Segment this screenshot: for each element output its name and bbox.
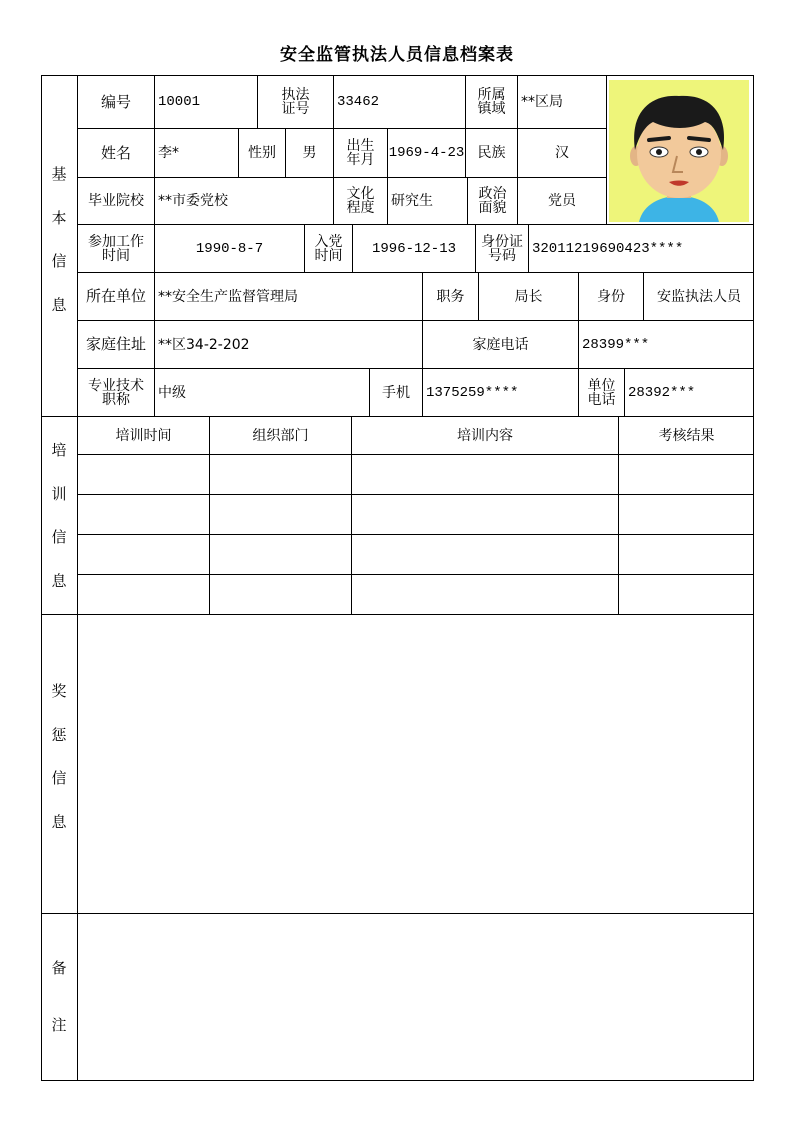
section-char: 培 [51, 441, 67, 459]
label-birth-line2: 年月 [346, 152, 375, 168]
section-char: 备 [51, 959, 67, 977]
value-home-phone: 28399*** [582, 336, 650, 353]
label-town [466, 76, 517, 128]
label-unit-phone-line2: 电话 [587, 391, 616, 408]
section-training-info [41, 439, 77, 591]
section-char: 注 [51, 1016, 67, 1034]
label-political [468, 178, 517, 224]
label-license-line1: 执法 [281, 87, 310, 103]
training-row[interactable] [78, 535, 754, 574]
label-unit-phone [579, 369, 624, 416]
value-address: **区34-2-202 [158, 336, 250, 353]
label-work-line1: 参加工作 [88, 233, 144, 250]
label-school: 毕业院校 [88, 193, 144, 209]
label-party-line1: 入党 [314, 233, 343, 250]
section-char: 本 [51, 208, 67, 227]
avatar-portrait-icon [609, 80, 749, 222]
label-title-line2: 职称 [102, 391, 130, 408]
label-post: 职务 [436, 288, 465, 305]
label-unit-phone-line1: 单位 [587, 377, 616, 394]
label-license-line2: 证号 [281, 101, 310, 117]
section-char: 信 [51, 769, 67, 788]
value-license: 33462 [337, 94, 380, 110]
label-party-line2: 时间 [314, 247, 343, 264]
form-title: 安全监管执法人员信息档案表 [280, 45, 514, 65]
value-unit-phone: 28392*** [628, 384, 696, 401]
label-mobile: 手机 [382, 384, 410, 401]
remarks-area[interactable] [78, 914, 754, 1080]
value-political: 党员 [548, 193, 576, 209]
section-char: 训 [51, 484, 67, 503]
section-char: 息 [51, 812, 67, 831]
value-name: 李* [158, 145, 179, 161]
label-gender: 性别 [248, 145, 276, 161]
label-edu-line2: 程度 [346, 200, 375, 216]
value-birth: 1969-4-23 [388, 145, 465, 161]
value-mobile: 1375259**** [426, 384, 519, 401]
label-title-line1: 专业技术 [88, 377, 144, 394]
label-town-line2: 镇域 [477, 101, 506, 117]
value-identity: 安监执法人员 [657, 288, 741, 305]
value-school: **市委党校 [158, 193, 228, 209]
section-reward-info [41, 680, 77, 832]
label-idcard [476, 225, 528, 272]
training-row[interactable] [78, 455, 754, 494]
label-work-line2: 时间 [102, 247, 130, 264]
value-town: **区局 [521, 94, 563, 110]
training-header-time: 培训时间 [115, 427, 172, 444]
section-char: 信 [51, 528, 67, 547]
label-identity: 身份 [597, 288, 625, 305]
section-char: 奖 [51, 682, 67, 700]
value-tech-title: 中级 [158, 384, 186, 401]
value-education: 研究生 [391, 193, 433, 209]
section-basic-info [41, 163, 77, 315]
training-row[interactable] [78, 575, 754, 614]
training-header-department: 组织部门 [252, 427, 309, 444]
label-ethnic: 民族 [477, 145, 506, 161]
label-education [334, 178, 387, 224]
section-char: 息 [51, 295, 67, 314]
label-id: 编号 [100, 92, 131, 111]
label-license [258, 76, 333, 128]
label-town-line1: 所属 [477, 87, 506, 103]
label-idcard-line2: 号码 [488, 247, 516, 264]
label-birth [334, 129, 387, 177]
label-idcard-line1: 身份证 [481, 233, 523, 250]
section-char: 基 [51, 165, 67, 183]
label-name: 姓名 [100, 143, 131, 162]
value-id: 10001 [158, 94, 201, 110]
label-political-line1: 政治 [478, 186, 507, 202]
label-unit: 所在单位 [85, 287, 146, 305]
rewards-area[interactable] [78, 615, 754, 913]
label-address: 家庭住址 [85, 335, 146, 353]
label-edu-line1: 文化 [346, 186, 375, 202]
label-home-phone: 家庭电话 [472, 336, 529, 353]
training-row[interactable] [78, 495, 754, 534]
training-header-content: 培训内容 [457, 427, 513, 444]
label-birth-line1: 出生 [346, 138, 375, 154]
value-unit: **安全生产监督管理局 [158, 288, 298, 305]
value-gender: 男 [302, 145, 317, 161]
training-header-result: 考核结果 [658, 427, 715, 444]
label-tech-title [78, 369, 154, 416]
value-work-date: 1990-8-7 [195, 240, 264, 257]
section-remarks [41, 957, 77, 1035]
label-political-line2: 面貌 [478, 200, 507, 216]
label-work-date [78, 225, 154, 272]
section-char: 息 [51, 571, 67, 590]
value-post: 局长 [514, 288, 543, 305]
value-idcard: 32011219690423**** [532, 240, 684, 257]
avatar [609, 80, 749, 222]
section-char: 惩 [51, 725, 67, 744]
section-char: 信 [51, 252, 67, 271]
value-ethnic: 汉 [555, 145, 569, 161]
label-party-date [305, 225, 352, 272]
value-party-date: 1996-12-13 [371, 240, 456, 257]
col-line [606, 75, 607, 224]
